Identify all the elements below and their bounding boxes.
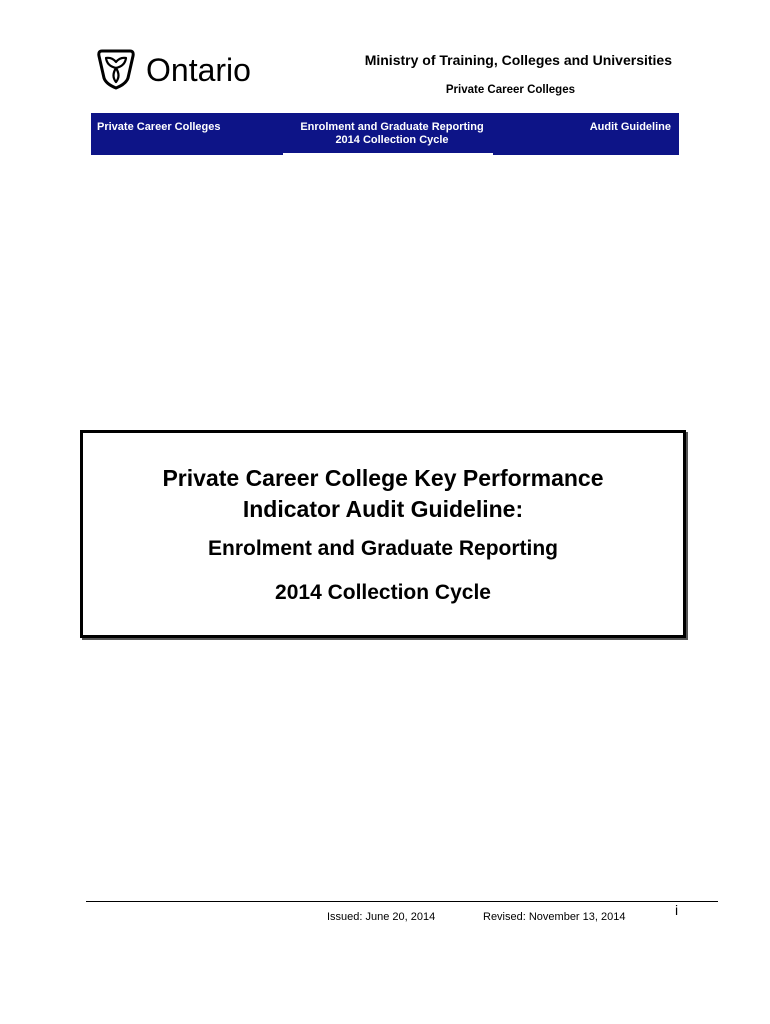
- banner-center-line2: 2014 Collection Cycle: [335, 134, 449, 146]
- title-line-1: Private Career College Key Performance: [162, 465, 604, 491]
- ministry-name: Ministry of Training, Colleges and Universities: [364, 52, 672, 68]
- banner-right-label: Audit Guideline: [589, 121, 671, 133]
- banner-center-line1: Enrolment and Graduate Reporting: [300, 121, 484, 133]
- title-line-2: Indicator Audit Guideline:: [242, 496, 524, 522]
- document-subtitle: Enrolment and Graduate Reporting: [207, 537, 559, 560]
- issued-date: Issued: June 20, 2014: [327, 911, 436, 923]
- document-title: [83, 463, 683, 525]
- ontario-logo: [96, 48, 261, 90]
- collection-cycle: 2014 Collection Cycle: [275, 581, 491, 604]
- title-box: [80, 430, 686, 638]
- division-name: Private Career Colleges: [445, 84, 575, 96]
- banner-divider: [283, 153, 493, 155]
- logo-wordmark: Ontario: [146, 52, 251, 88]
- banner-left-label: Private Career Colleges: [97, 121, 221, 133]
- header-banner: [91, 113, 679, 155]
- footer-divider: [86, 901, 718, 902]
- ontario-trillium-icon: [96, 48, 261, 90]
- page-number: i: [675, 902, 679, 918]
- revised-date: Revised: November 13, 2014: [483, 911, 626, 923]
- banner-center-label: [286, 121, 498, 147]
